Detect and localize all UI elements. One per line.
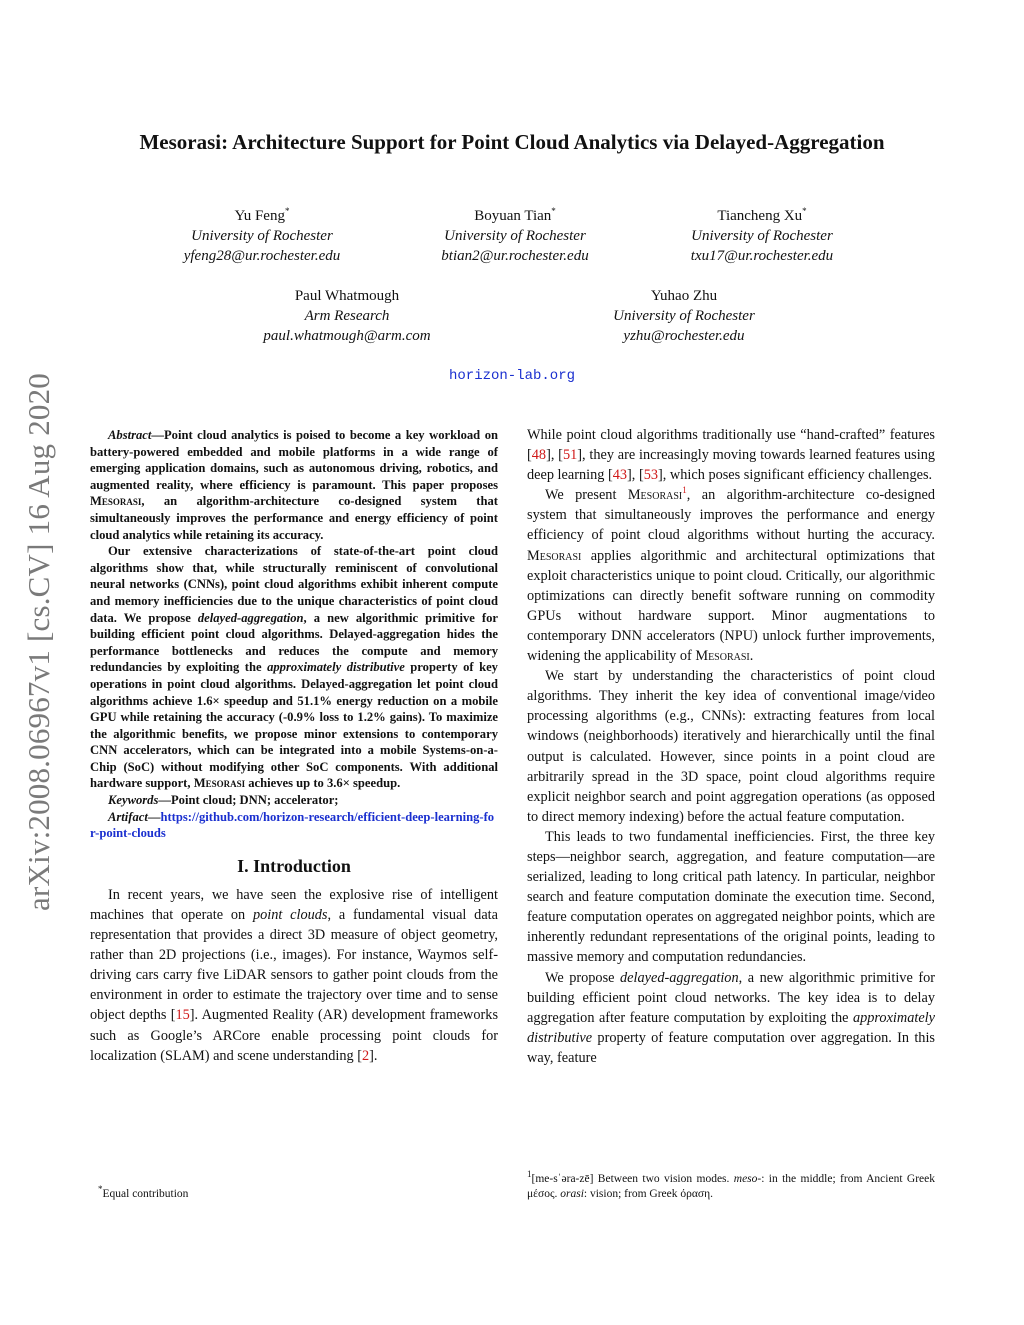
author-name: Yu Feng — [234, 208, 285, 224]
arxiv-sidebar — [17, 345, 61, 940]
abstract-paragraph-2: Our extensive characterizations of state-of-the-art point cloud algorithms show that, while structurally reminiscent of convolutional neural networks (CNNs), point cloud algorithms exhibit inherent compute and memory inefficiencies due to the unique characteristics of point cloud data. We propose delayed-aggregation, a new algorithmic primitive for building efficient point cloud algorithms. Delayed-aggregation hides the performance bottlenecks and reduces the compute and memory redundancies by exploiting the approximately distributive property of key operations in point cloud algorithms. Delayed-aggregation let point cloud algorithms achieve 1.6× speedup and 51.1% energy reduction on a mobile GPU while retaining the accuracy (-0.9% loss to 1.2% gains). To maximize the algorithmic benefits, we propose minor extensions to contemporary CNN accelerators, which can be integrated into a mobile Systems-on-a-Chip (SoC) without modifying other SoC components. With additional hardware support, Mesorasi achieves up to 3.6× speedup. — [90, 544, 498, 791]
author-email[interactable]: paul.whatmough@arm.com — [263, 328, 431, 344]
author-email[interactable]: txu17@ur.rochester.edu — [690, 248, 834, 264]
author-block-4 — [237, 286, 457, 346]
artifact-link[interactable]: https://github.com/horizon-research/efficient-deep-learning-for-point-clouds — [90, 809, 495, 841]
intro-paragraph-2: While point cloud algorithms traditionally use “hand-crafted” features [48], [51], they are increasingly moving towards learned features using deep learning [43], [53], which poses significant efficiency challenges. — [527, 427, 935, 484]
author-email[interactable]: btian2@ur.rochester.edu — [441, 248, 589, 264]
equal-contribution-mark: * — [284, 206, 290, 216]
keywords: Keywords—Point cloud; DNN; accelerator; — [108, 793, 339, 808]
left-column — [90, 427, 498, 1066]
intro-paragraph-4: We start by understanding the characteristics of point cloud algorithms. They inherit the key idea of conventional image/video processing algorithms (e.g., CNNs): extracting features from local windows (neighborhoods) iteratively and hierarchically until the final output is calculated. However, since points in a point cloud are arbitrarily spread in the 3D space, point cloud algorithms require explicit neighbor search and point aggregation operations (as opposed to direct memory indexing) before the actual feature computation. — [527, 668, 935, 825]
author-block-5 — [574, 286, 794, 346]
author-block-3 — [652, 206, 872, 266]
abstract-paragraph-1: Abstract—Point cloud analytics is poised to become a key workload on battery-powered embedded and mobile platforms in a wide range of emerging application domains, such as autonomous driving, robotics, and augmented reality, where efficiency is paramount. This paper proposes Mesorasi, an algorithm-architecture co-designed system that simultaneously improves the performance and energy efficiency of point cloud analytics while retaining its accuracy. — [90, 428, 498, 542]
section-heading-introduction: I. Introduction — [237, 855, 351, 876]
artifact-label: Artifact — [108, 809, 148, 824]
citation-link[interactable]: 43 — [612, 467, 628, 484]
citation-link[interactable]: 2 — [361, 1047, 370, 1064]
footnote-reference[interactable]: 1 — [682, 485, 687, 496]
paper-title: Mesorasi: Architecture Support for Point Cloud Analytics via Delayed-Aggregation — [139, 130, 885, 154]
author-email[interactable]: yfeng28@ur.rochester.edu — [183, 248, 341, 264]
equal-contribution-mark: * — [551, 206, 556, 216]
artifact: Artifact—https://github.com/horizon-research/efficient-deep-learning-for-point-clouds — [90, 809, 495, 841]
author-name: Boyuan Tian — [474, 208, 552, 224]
author-block-2 — [405, 206, 625, 266]
citation-link[interactable]: 51 — [562, 447, 578, 464]
intro-paragraph-6: We propose delayed-aggregation, a new algorithmic primitive for building efficient point cloud networks. The key idea is to delay aggregation after feature computation by exploiting the approximately distributive property of feature computation over aggregation. In this way, feature — [527, 969, 935, 1066]
abstract-label: Abstract — [108, 428, 152, 442]
equal-contribution-mark: * — [802, 206, 807, 216]
citation-link[interactable]: 53 — [643, 467, 659, 484]
author-name: Yuhao Zhu — [650, 288, 718, 304]
author-email[interactable]: yzhu@rochester.edu — [623, 328, 745, 344]
system-name: Mesorasi — [90, 494, 142, 509]
author-affiliation: University of Rochester — [691, 228, 833, 244]
author-affiliation: University of Rochester — [613, 308, 755, 324]
system-name: Mesorasi — [193, 776, 246, 791]
lab-link[interactable]: horizon-lab.org — [448, 368, 576, 384]
author-affiliation: Arm Research — [304, 308, 390, 324]
system-name: Mesorasi — [695, 648, 750, 665]
author-affiliation: University of Rochester — [191, 228, 333, 244]
right-column — [527, 425, 935, 1068]
citation-link[interactable]: 15 — [175, 1007, 190, 1024]
author-name: Paul Whatmough — [294, 288, 400, 304]
author-name: Tiancheng Xu — [717, 208, 803, 224]
author-block-1 — [152, 206, 372, 266]
footnote-equal-contribution: *Equal contribution — [98, 1184, 189, 1200]
author-affiliation: University of Rochester — [444, 228, 586, 244]
intro-paragraph-5: This leads to two fundamental inefficiencies. First, the three key steps—neighbor search, aggregation, and feature computation—are serialized, leading to long critical path latency. In particular, neighbor search and feature computation dominate the execution time. Second, feature computation operates on aggregated neighbor points, which are inherently redundant representations of the original points, leading to massive memory and computation redundancies. — [527, 828, 935, 966]
arxiv-identifier: arXiv:2008.06967v1 [cs.CV] 16 Aug 2020 — [21, 372, 56, 912]
system-name: Mesorasi — [627, 487, 683, 504]
system-name: Mesorasi — [527, 547, 582, 564]
intro-paragraph-1: In recent years, we have seen the explosive rise of intelligent machines that operate on point clouds, a fundamental visual data representation that provides a direct 3D measure of object geometry, rather than 2D projections (i.e., images). For instance, Waymos self-driving cars carry five LiDAR sensors to gather point clouds from the environment in order to estimate the trajectory over time and to sense object depths [15]. Augmented Reality (AR) development frameworks such as Google’s ARCore enable processing point clouds for localization (SLAM) and scene understanding [2]. — [90, 886, 499, 1064]
intro-paragraph-3: We present Mesorasi$^1$, an algorithm-architecture co-designed system that simultaneously improves the performance and energy efficiency of point cloud algorithms without hurting the accuracy. Mesorasi applies algorithmic and architectural optimizations that exploit characteristics unique to point cloud. Critically, our algorithmic optimizations can directly benefit software running on commodity GPUs without hardware support. Minor augmentations to contemporary DNN accelerators (NPU) unlock further improvements, widening the applicability of Mesorasi. — [527, 485, 935, 665]
keywords-label: Keywords — [108, 793, 159, 808]
citation-link[interactable]: 48 — [531, 447, 547, 464]
footnote-etymology: $^1$[me-sˈəra-zē] Between two vision modes. meso-: in the middle; from Ancient Greek μέσος. orasi: vision; from Greek όραση. — [527, 1169, 935, 1200]
